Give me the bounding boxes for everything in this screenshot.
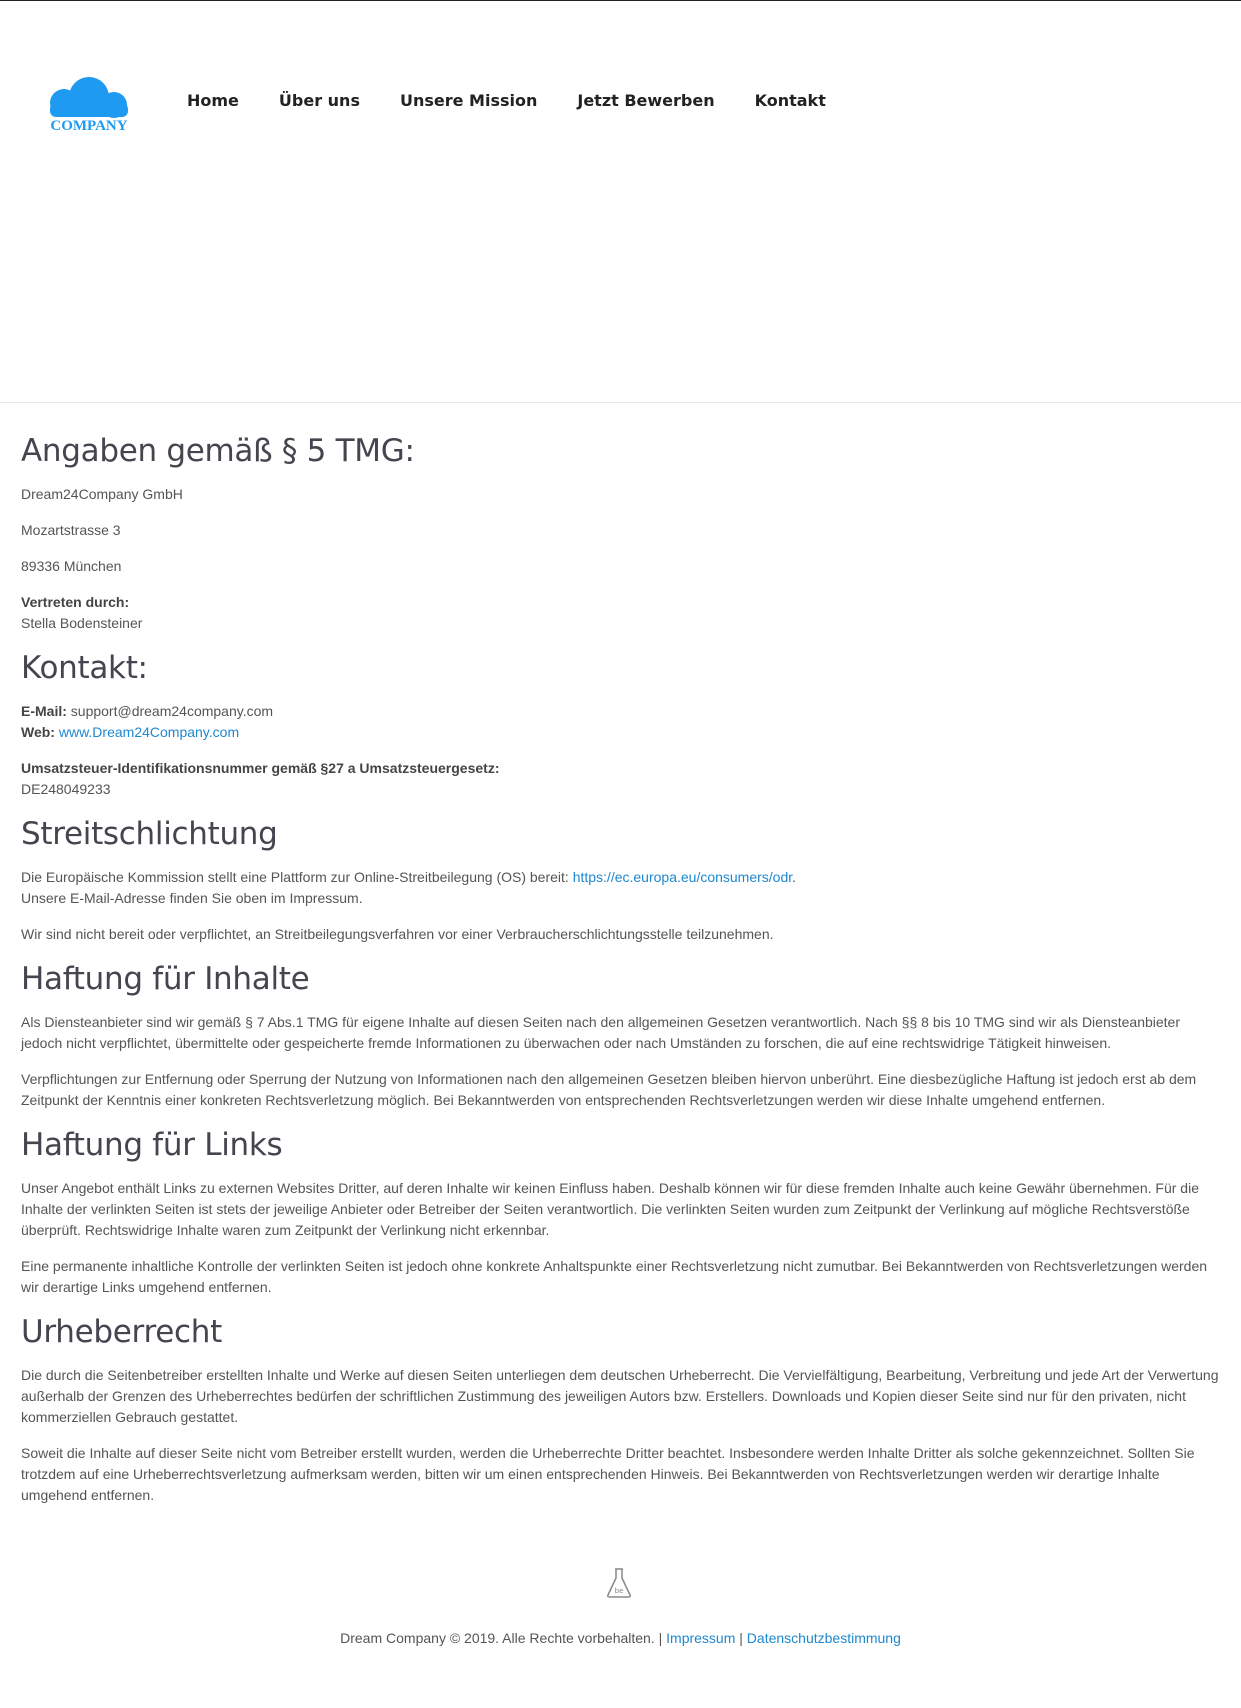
vat-block <box>21 758 1221 800</box>
nav-unsere-mission[interactable]: Unsere Mission <box>399 91 538 110</box>
web-label: Web: <box>21 724 55 740</box>
heading-angaben: Angaben gemäß § 5 TMG: <box>21 433 415 469</box>
links-paragraph-1: Unser Angebot enthält Links zu externen Websites Dritter, auf deren Inhalte wir keinen Einfluss haben. Deshalb können wir für diese fremden Inhalte auch keine Gewähr übernehmen. Für die Inhalte der verlinkten Seiten ist stets der jeweilige Anbieter oder Betreiber der Seiten verantwortlich. Die verlinkten Seiten wurden zum Zeitpunkt der Verlinkung auf mögliche Rechtsverstöße überprüft. Rechtswidrige Inhalte waren zum Zeitpunkt der Verlinkung nicht erkennbar. <box>21 1180 1199 1238</box>
represented-block <box>21 592 1221 634</box>
email-value: support@dream24company.com <box>70 703 274 719</box>
web-link[interactable]: www.Dream24Company.com <box>58 724 240 740</box>
nav-ueber-uns[interactable]: Über uns <box>278 91 360 110</box>
flask-icon <box>605 1567 633 1599</box>
footer-copyright: Dream Company © 2019. Alle Rechte vorbehalten. | <box>340 1630 667 1646</box>
heading-haftung-inhalte: Haftung für Inhalte <box>21 961 310 997</box>
nav-kontakt[interactable]: Kontakt <box>754 91 826 110</box>
heading-urheberrecht: Urheberrecht <box>21 1314 222 1350</box>
street-address: Mozartstrasse 3 <box>21 522 121 538</box>
links-paragraph-2: Eine permanente inhaltliche Kontrolle der verlinkten Seiten ist jedoch ohne konkrete Anhaltspunkte einer Rechtsverletzung nicht zumutbar. Bei Bekanntwerden von Rechtsverletzungen werden wir derartige Links umgehend entfernen. <box>21 1258 1208 1295</box>
represented-name: Stella Bodensteiner <box>21 615 143 631</box>
heading-streitschlichtung: Streitschlichtung <box>21 816 278 852</box>
impressum-content <box>21 432 1221 1521</box>
logo-text: COMPANY <box>50 118 128 134</box>
nav-home[interactable]: Home <box>187 91 239 110</box>
heading-kontakt: Kontakt: <box>21 650 148 686</box>
streit-paragraph-2: Wir sind nicht bereit oder verpflichtet, an Streitbeilegungsverfahren vor einer Verbraucherschlichtungsstelle teilzunehmen. <box>21 926 774 942</box>
heading-haftung-links: Haftung für Links <box>21 1127 283 1163</box>
site-footer <box>0 1628 1241 1648</box>
email-label: E-Mail: <box>21 703 67 719</box>
footer-impressum-link[interactable]: Impressum <box>666 1630 736 1646</box>
company-logo[interactable] <box>44 75 134 135</box>
inhalte-paragraph-2: Verpflichtungen zur Entfernung oder Sperrung der Nutzung von Informationen nach den allgemeinen Gesetzen bleiben hiervon unberührt. Eine diesbezügliche Haftung ist jedoch erst ab dem Zeitpunkt der Kenntnis einer konkreten Rechtsverletzung möglich. Bei Bekanntwerden von entsprechenden Rechtsverletzungen werden wir diese Inhalte umgehend entfernen. <box>21 1071 1197 1108</box>
company-name: Dream24Company GmbH <box>21 486 183 502</box>
odr-link[interactable]: https://ec.europa.eu/consumers/odr <box>572 869 793 885</box>
inhalte-paragraph-1: Als Diensteanbieter sind wir gemäß § 7 Abs.1 TMG für eigene Inhalte auf diesen Seiten nach den allgemeinen Gesetzen verantwortlich. Nach §§ 8 bis 10 TMG sind wir als Diensteanbieter jedoch nicht verpflichtet, übermittelte oder gespeicherte fremde Informationen zu überwachen oder nach Umständen zu forschen, die auf eine rechtswidrige Tätigkeit hinweisen. <box>21 1014 1180 1051</box>
flask-icon-text: be <box>614 1587 624 1595</box>
site-header <box>0 1 1241 403</box>
streit-paragraph-1 <box>21 867 1221 909</box>
nav-jetzt-bewerben[interactable]: Jetzt Bewerben <box>577 91 715 110</box>
represented-label: Vertreten durch: <box>21 594 130 610</box>
main-nav <box>187 91 866 110</box>
vat-number: DE248049233 <box>21 781 111 797</box>
streit-period: . <box>792 869 797 885</box>
city-address: 89336 München <box>21 558 122 574</box>
streit-text: Die Europäische Kommission stellt eine Plattform zur Online-Streitbeilegung (OS) bereit: <box>21 869 573 885</box>
streit-line-2: Unsere E-Mail-Adresse finden Sie oben im Impressum. <box>21 890 363 906</box>
contact-block <box>21 701 1221 743</box>
footer-datenschutz-link[interactable]: Datenschutzbestimmung <box>746 1630 901 1646</box>
footer-separator: | <box>735 1630 747 1646</box>
vat-label: Umsatzsteuer-Identifikationsnummer gemäß §27 a Umsatzsteuergesetz: <box>21 760 500 776</box>
urheber-paragraph-2: Soweit die Inhalte auf dieser Seite nicht vom Betreiber erstellt wurden, werden die Urheberrechte Dritter beachtet. Insbesondere werden Inhalte Dritter als solche gekennzeichnet. Sollten Sie trotzdem auf eine Urheberrechtsverletzung aufmerksam werden, bitten wir um einen entsprechenden Hinweis. Bei Bekanntwerden von Rechtsverletzungen werden wir derartige Inhalte umgehend entfernen. <box>21 1445 1195 1503</box>
cloud-logo-icon <box>44 75 134 135</box>
urheber-paragraph-1: Die durch die Seitenbetreiber erstellten Inhalte und Werke auf diesen Seiten unterliegen dem deutschen Urheberrecht. Die Vervielfältigung, Bearbeitung, Verbreitung und jede Art der Verwertung außerhalb der Grenzen des Urheberrechtes bedürfen der schriftlichen Zustimmung des jeweiligen Autors bzw. Erstellers. Downloads und Kopien dieser Seite sind nur für den privaten, nicht kommerziellen Gebrauch gestattet. <box>21 1367 1219 1425</box>
